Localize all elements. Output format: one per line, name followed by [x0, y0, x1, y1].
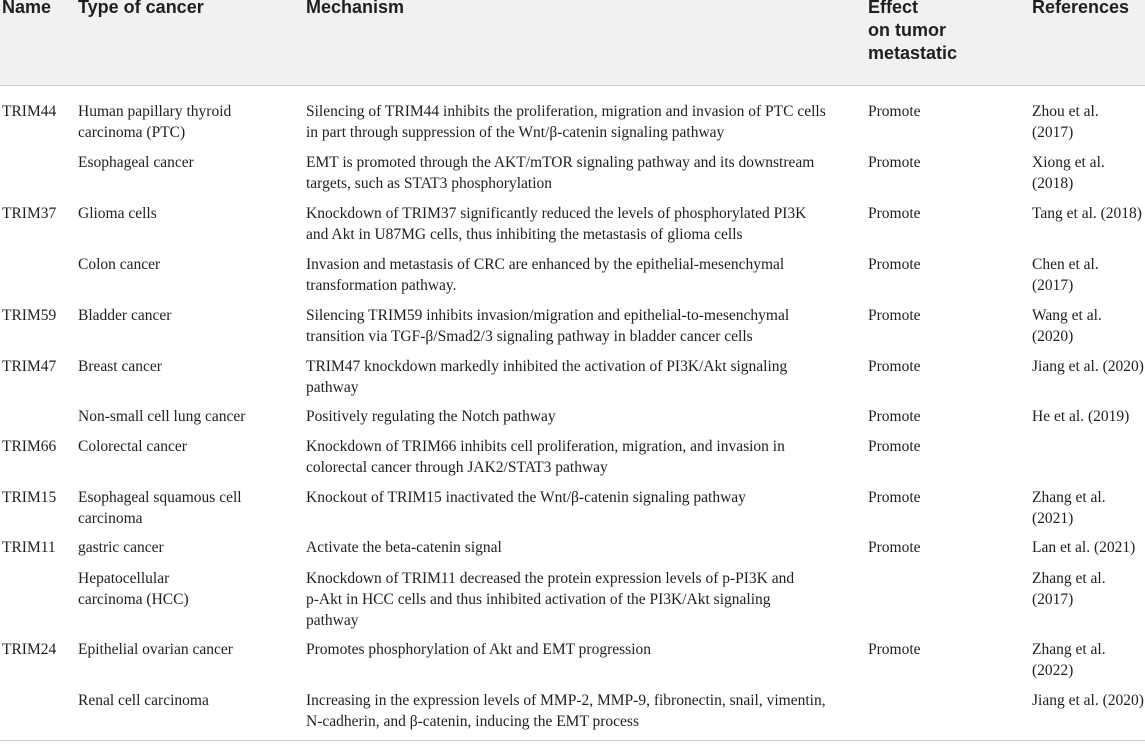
cell-line: Xiong et al.	[1032, 154, 1105, 171]
cell-reference	[1032, 305, 1102, 347]
cell-reference	[1032, 356, 1144, 377]
cell-type-of-cancer	[78, 690, 209, 711]
cell-effect: Promote	[868, 489, 921, 506]
cell-line: Lan et al. (2021)	[1032, 539, 1136, 556]
cell-name: TRIM59	[2, 307, 57, 324]
cell-type-of-cancer	[78, 568, 189, 610]
cell-name: TRIM11	[2, 539, 56, 556]
table-bottom-rule	[0, 740, 1145, 741]
header-type-of-cancer: Type of cancer	[78, 0, 204, 17]
cell-line: transformation pathway.	[306, 277, 457, 294]
cell-line: Renal cell carcinoma	[78, 692, 209, 709]
cell-line: Non-small cell lung cancer	[78, 408, 246, 425]
cell-reference	[1032, 406, 1129, 427]
header-mechanism: Mechanism	[306, 0, 405, 17]
cell-reference	[1032, 537, 1135, 558]
cell-line: Activate the beta-catenin signal	[306, 539, 502, 556]
cell-mechanism	[306, 537, 502, 558]
cell-type-of-cancer	[78, 254, 160, 275]
cell-type-of-cancer	[78, 152, 194, 173]
cell-mechanism	[306, 639, 651, 660]
cell-line: transition via TGF-β/Smad2/3 signaling pathway in bladder cancer cells	[306, 328, 753, 345]
cell-type-of-cancer	[78, 639, 233, 660]
cell-line: Silencing TRIM59 inhibits invasion/migration and epithelial-to-mesenchymal	[306, 307, 790, 324]
cell-mechanism	[306, 356, 787, 398]
cell-line: Knockout of TRIM15 inactivated the Wnt/β-catenin signaling pathway	[306, 489, 746, 506]
cell-effect: Promote	[868, 408, 921, 425]
cell-line: Promotes phosphorylation of Akt and EMT progression	[306, 641, 651, 658]
cell-name: TRIM66	[2, 438, 57, 455]
cell-mechanism	[306, 305, 789, 347]
cell-line: TRIM47 knockdown markedly inhibited the activation of PI3K/Akt signaling	[306, 358, 788, 375]
header-references: References	[1032, 0, 1130, 17]
cell-reference	[1032, 152, 1105, 194]
cell-line: Invasion and metastasis of CRC are enhanced by the epithelial-mesenchymal	[306, 256, 785, 273]
cell-line: Positively regulating the Notch pathway	[306, 408, 556, 425]
cell-effect: Promote	[868, 103, 921, 120]
header-effect-line: on tumor	[868, 20, 946, 40]
cell-type-of-cancer	[78, 436, 187, 457]
cell-type-of-cancer	[78, 305, 171, 326]
cell-name: TRIM44	[2, 103, 57, 120]
header-name: Name	[2, 0, 52, 17]
cell-line: Zhang et al.	[1032, 489, 1106, 506]
cell-mechanism	[306, 690, 826, 732]
cell-name: TRIM24	[2, 641, 57, 658]
cell-line: N-cadherin, and β-catenin, inducing the EMT process	[306, 713, 639, 730]
cell-line: gastric cancer	[78, 539, 164, 556]
cell-mechanism	[306, 203, 806, 245]
cell-line: pathway	[306, 612, 359, 629]
cell-line: Epithelial ovarian cancer	[78, 641, 233, 658]
cell-line: Colon cancer	[78, 256, 161, 273]
cell-effect: Promote	[868, 438, 921, 455]
cell-line: Glioma cells	[78, 205, 157, 222]
cell-line: Silencing of TRIM44 inhibits the proliferation, migration and invasion of PTC cells	[306, 103, 826, 120]
cell-line: Bladder cancer	[78, 307, 172, 324]
cell-line: Knockdown of TRIM11 decreased the protein expression levels of p-PI3K and	[306, 570, 795, 587]
cell-type-of-cancer	[78, 537, 164, 558]
table-header	[0, 0, 1145, 86]
cell-type-of-cancer	[78, 356, 162, 377]
cell-line: carcinoma (HCC)	[78, 591, 189, 608]
cell-mechanism	[306, 406, 556, 427]
cell-line: Esophageal squamous cell	[78, 489, 242, 506]
cell-mechanism	[306, 436, 785, 478]
cell-line: Jiang et al. (2020)	[1032, 358, 1144, 375]
cell-line: Breast cancer	[78, 358, 162, 375]
cell-line: p-Akt in HCC cells and thus inhibited activation of the PI3K/Akt signaling	[306, 591, 771, 608]
cell-line: (2022)	[1032, 662, 1074, 679]
cell-reference	[1032, 203, 1142, 224]
cell-effect: Promote	[868, 641, 921, 658]
header-effect-line: metastatic	[868, 43, 958, 63]
cell-line: Colorectal cancer	[78, 438, 187, 455]
cell-type-of-cancer	[78, 203, 157, 224]
cell-reference	[1032, 568, 1106, 610]
cell-line: Knockdown of TRIM66 inhibits cell proliferation, migration, and invasion in	[306, 438, 785, 455]
cell-line: Hepatocellular	[78, 570, 170, 587]
header-effect-on-tumor-metastatic	[868, 0, 957, 65]
cell-name: TRIM47	[2, 358, 57, 375]
cell-line: and Akt in U87MG cells, thus inhibiting the metastasis of glioma cells	[306, 226, 743, 243]
cell-line: Jiang et al. (2020)	[1032, 692, 1144, 709]
cell-line: pathway	[306, 379, 359, 396]
cell-line: carcinoma (PTC)	[78, 124, 186, 141]
cell-mechanism	[306, 254, 784, 296]
cell-reference	[1032, 101, 1099, 143]
cell-mechanism	[306, 152, 814, 194]
header-effect-line: Effect	[868, 0, 919, 17]
cell-reference	[1032, 639, 1106, 681]
cell-line: Chen et al.	[1032, 256, 1099, 273]
cell-name: TRIM37	[2, 205, 57, 222]
cell-line: Knockdown of TRIM37 significantly reduced the levels of phosphorylated PI3K	[306, 205, 807, 222]
cell-line: EMT is promoted through the AKT/mTOR signaling pathway and its downstream	[306, 154, 815, 171]
cell-type-of-cancer	[78, 101, 231, 143]
cell-name: TRIM15	[2, 489, 57, 506]
cell-line: Tang et al. (2018)	[1032, 205, 1142, 222]
cell-line: in part through suppression of the Wnt/β-catenin signaling pathway	[306, 124, 725, 141]
cell-line: (2017)	[1032, 591, 1074, 608]
cell-line: Zhang et al.	[1032, 570, 1106, 587]
cell-line: Zhou et al.	[1032, 103, 1099, 120]
cell-mechanism	[306, 568, 794, 631]
cell-line: targets, such as STAT3 phosphorylation	[306, 175, 553, 192]
cell-effect: Promote	[868, 539, 921, 556]
cell-line: Increasing in the expression levels of MMP-2, MMP-9, fibronectin, snail, vimentin,	[306, 692, 826, 709]
cell-line: Zhang et al.	[1032, 641, 1106, 658]
cell-reference	[1032, 690, 1144, 711]
cell-line: Esophageal cancer	[78, 154, 194, 171]
cell-line: (2018)	[1032, 175, 1074, 192]
cell-line: carcinoma	[78, 510, 143, 527]
cell-line: (2020)	[1032, 328, 1074, 345]
cell-reference	[1032, 487, 1106, 529]
cell-reference	[1032, 254, 1099, 296]
cell-line: Wang et al.	[1032, 307, 1102, 324]
cell-line: He et al. (2019)	[1032, 408, 1130, 425]
cell-type-of-cancer	[78, 406, 245, 427]
cell-mechanism	[306, 101, 826, 143]
cell-line: (2017)	[1032, 277, 1074, 294]
cell-line: Human papillary thyroid	[78, 103, 232, 120]
cell-line: colorectal cancer through JAK2/STAT3 pathway	[306, 459, 608, 476]
cell-line: (2021)	[1032, 510, 1074, 527]
cell-mechanism	[306, 487, 746, 508]
cell-effect: Promote	[868, 358, 921, 375]
cell-effect: Promote	[868, 307, 921, 324]
cell-effect: Promote	[868, 154, 921, 171]
cell-line: (2017)	[1032, 124, 1074, 141]
cell-type-of-cancer	[78, 487, 242, 529]
cell-effect: Promote	[868, 205, 921, 222]
cell-effect: Promote	[868, 256, 921, 273]
